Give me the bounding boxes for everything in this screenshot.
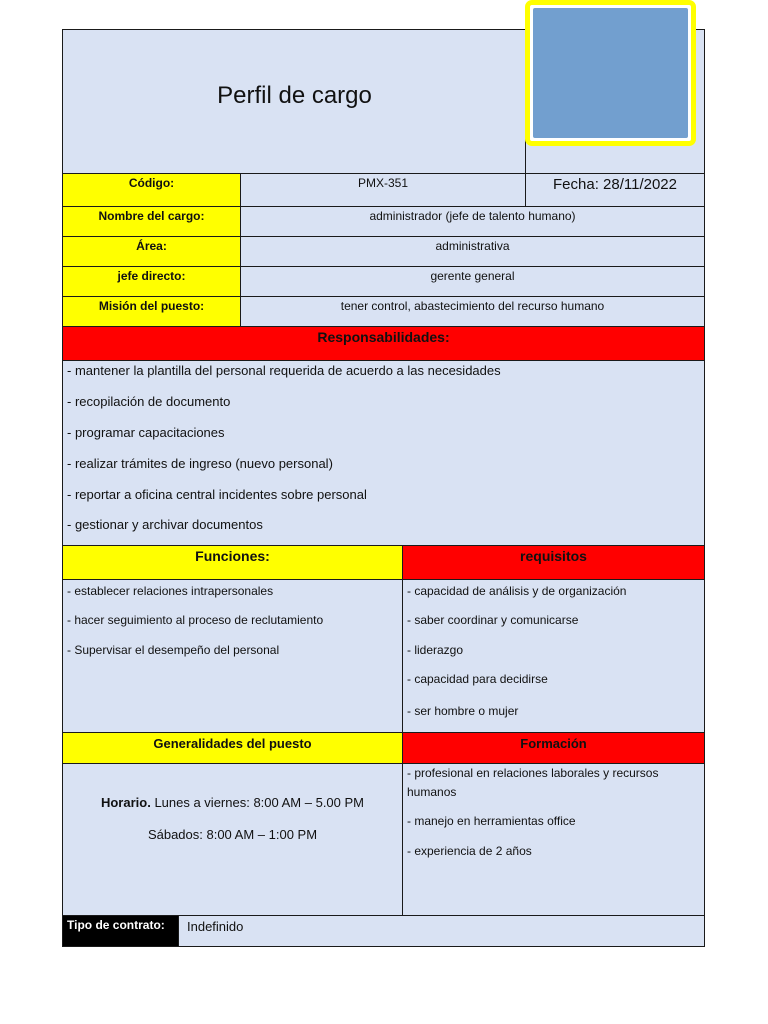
nombre-label: Nombre del cargo: [62, 206, 241, 237]
area-label: Área: [62, 236, 241, 267]
horario-line2: Sábados: 8:00 AM – 1:00 PM [147, 827, 318, 842]
list-item: - experiencia de 2 años [407, 844, 532, 858]
requisitos-header: requisitos [402, 545, 705, 580]
funciones-header: Funciones: [62, 545, 403, 580]
funciones-body [62, 579, 403, 733]
jefe-value: gerente general [240, 266, 705, 297]
responsabilidades-header: Responsabilidades: [62, 326, 705, 361]
codigo-label: Código: [62, 173, 241, 207]
codigo-value: PMX-351 [240, 173, 526, 207]
list-item: - capacidad para decidirse [407, 672, 548, 686]
list-item: - saber coordinar y comunicarse [407, 613, 579, 627]
formacion-body [402, 763, 705, 916]
list-item: - reportar a oficina central incidentes sobre personal [67, 487, 367, 502]
horario-line1 [63, 795, 402, 810]
horario-label: Horario. [100, 795, 151, 810]
list-item: - establecer relaciones intrapersonales [67, 584, 274, 598]
generalidades-header: Generalidades del puesto [62, 732, 403, 764]
mision-label: Misión del puesto: [62, 296, 241, 327]
fecha-value: Fecha: 28/11/2022 [525, 173, 705, 207]
photo-image [533, 8, 688, 138]
contrato-label: Tipo de contrato: [62, 915, 179, 947]
list-item: - mantener la plantilla del personal requerida de acuerdo a las necesidades [67, 363, 501, 378]
nombre-value: administrador (jefe de talento humano) [240, 206, 705, 237]
title-block [62, 29, 526, 174]
page-title: Perfil de cargo [217, 82, 372, 109]
mision-value: tener control, abastecimiento del recurso humano [240, 296, 705, 327]
generalidades-body [62, 763, 403, 916]
responsabilidades-body [62, 360, 705, 546]
list-item: - gestionar y archivar documentos [67, 517, 263, 532]
area-value: administrativa [240, 236, 705, 267]
photo-placeholder [525, 0, 696, 146]
list-item: - liderazgo [407, 643, 464, 657]
list-item: - realizar trámites de ingreso (nuevo personal) [67, 456, 333, 471]
list-item: - capacidad de análisis y de organización [407, 584, 627, 598]
formacion-header: Formación [402, 732, 705, 764]
list-item: - programar capacitaciones [67, 425, 225, 440]
job-profile-sheet [62, 29, 705, 947]
jefe-label: jefe directo: [62, 266, 241, 297]
list-item: - hacer seguimiento al proceso de reclutamiento [67, 613, 324, 627]
list-item: - ser hombre o mujer [407, 704, 519, 718]
list-item: - recopilación de documento [67, 394, 231, 409]
contrato-value: Indefinido [178, 915, 705, 947]
requisitos-body [402, 579, 705, 733]
list-item: - profesional en relaciones laborales y recursos [407, 766, 659, 780]
list-item: humanos [407, 785, 457, 799]
horario-weekdays: Lunes a viernes: 8:00 AM – 5.00 PM [154, 795, 365, 810]
list-item: - Supervisar el desempeño del personal [67, 643, 280, 657]
list-item: - manejo en herramientas office [407, 814, 576, 828]
